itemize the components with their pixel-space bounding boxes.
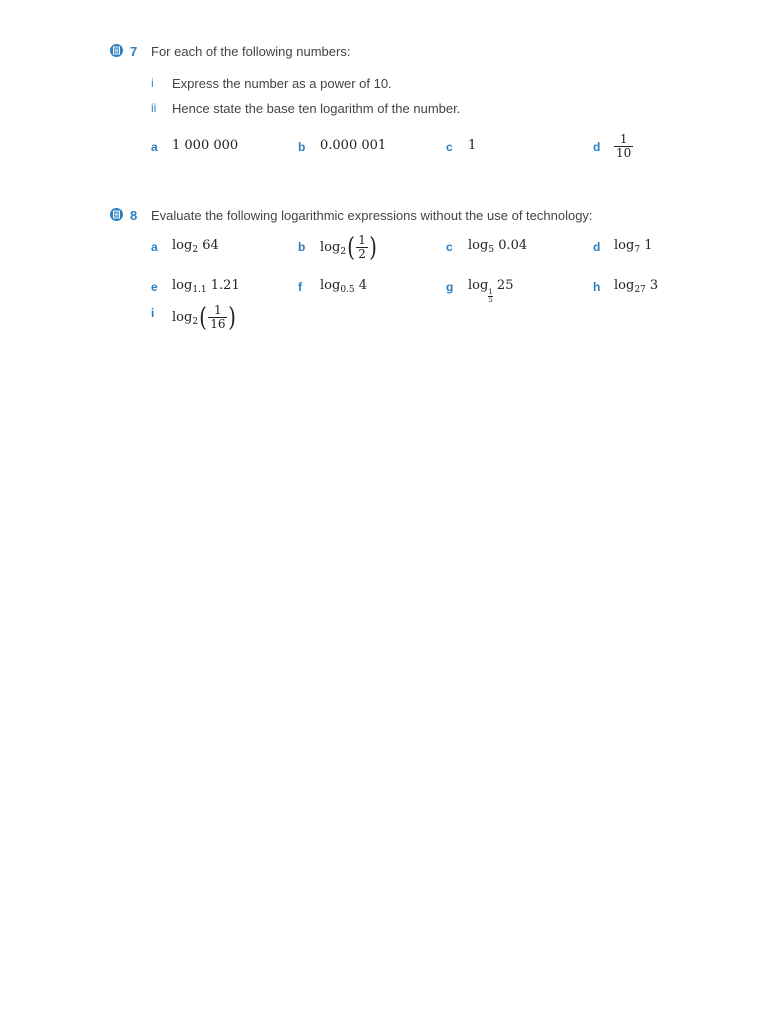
log-base-numerator: 1: [488, 288, 493, 296]
subpart-label: ii: [151, 101, 157, 115]
subpart-text: Express the number as a power of 10.: [172, 76, 392, 91]
item-label: i: [151, 306, 155, 320]
log-text: log: [468, 238, 489, 253]
subpart-label: i: [151, 76, 154, 90]
fraction-numerator: 1: [358, 233, 366, 247]
log-argument: 3: [649, 278, 659, 293]
log-argument: 64: [202, 238, 219, 253]
log-text: log: [172, 310, 193, 325]
question-prompt: Evaluate the following logarithmic expressions without the use of technology:: [151, 208, 593, 223]
log-base-denominator: 5: [488, 296, 493, 304]
log-expression: [614, 238, 652, 253]
log-text: log: [614, 278, 635, 293]
item-label: b: [298, 140, 306, 154]
log-base: 7: [634, 245, 641, 255]
item-value: 1: [468, 138, 477, 153]
log-expression: [172, 238, 219, 253]
log-expression: [468, 238, 527, 253]
log-text: log: [320, 278, 341, 293]
log-text: log: [172, 238, 193, 253]
log-base: 2: [192, 317, 199, 327]
log-base: 0.5: [340, 285, 355, 295]
log-argument: 1: [644, 238, 653, 253]
fraction-numerator: 1: [214, 303, 222, 317]
item-label: c: [446, 240, 453, 254]
fraction: [614, 133, 633, 160]
fraction-denominator: 2: [358, 247, 366, 261]
log-expression: [172, 278, 240, 293]
item-value: 1 000 000: [172, 138, 239, 153]
item-label: a: [151, 140, 158, 154]
question-number: 7: [130, 44, 138, 59]
log-argument: 25: [496, 278, 514, 293]
worksheet-icon[interactable]: [110, 208, 123, 221]
item-label: e: [151, 280, 158, 294]
item-label: d: [593, 140, 601, 154]
item-label: a: [151, 240, 158, 254]
log-text: log: [614, 238, 635, 253]
question-prompt: For each of the following numbers:: [151, 44, 351, 59]
item-label: c: [446, 140, 453, 154]
fraction-denominator: 10: [616, 146, 632, 160]
log-base: 2: [340, 247, 347, 257]
log-argument: 0.04: [498, 238, 528, 253]
log-text: log: [320, 240, 341, 255]
fraction-denominator: 16: [210, 317, 226, 331]
log-expression: $\log_2$( $\frac{1}{2}$ ): [320, 232, 377, 263]
log-base: 5: [488, 245, 495, 255]
item-label: f: [298, 280, 302, 294]
item-label: h: [593, 280, 601, 294]
log-expression: [468, 278, 513, 304]
question-number: 8: [130, 208, 138, 223]
log-expression: [614, 278, 658, 293]
item-value: 0.000 001: [320, 138, 387, 153]
log-text: log: [468, 278, 489, 293]
log-text: log: [172, 278, 193, 293]
item-label: b: [298, 240, 306, 254]
log-expression: $\log_2$( $\frac{1}{16}$ ): [172, 302, 237, 333]
log-base: 1.1: [192, 285, 207, 295]
log-expression: [320, 278, 367, 293]
fraction-numerator: 1: [619, 132, 628, 146]
log-argument: 4: [358, 278, 368, 293]
subpart-text: Hence state the base ten logarithm of the number.: [172, 101, 461, 116]
item-label: d: [593, 240, 601, 254]
log-argument: 1.21: [210, 278, 240, 293]
item-label: g: [446, 280, 454, 294]
worksheet-icon[interactable]: [110, 44, 123, 57]
log-base: 27: [634, 285, 646, 295]
log-base: 2: [192, 245, 199, 255]
